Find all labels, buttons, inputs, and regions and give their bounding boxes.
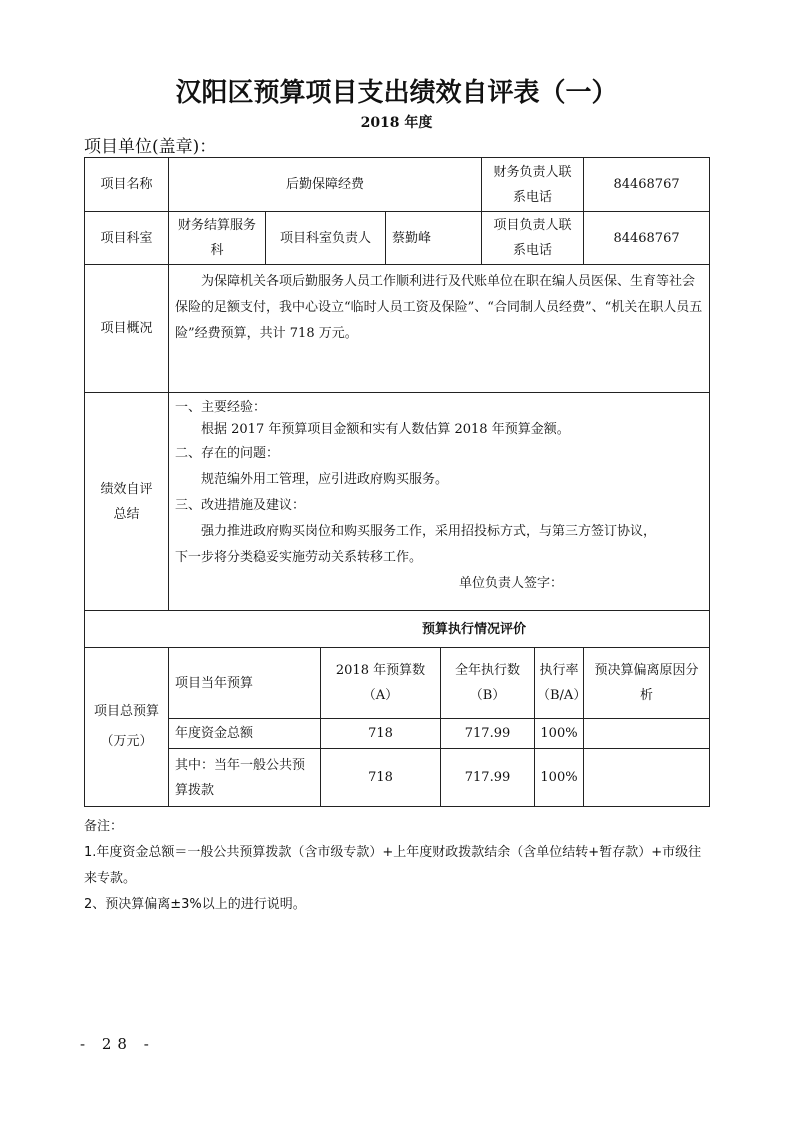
budget-header-rate: 执行率（B/A） xyxy=(535,648,584,719)
note-1: 1.年度资金总额＝一般公共预算拨款（含市级专款）+上年度财政拨款结余（含单位结转+暂存款）+市级往来专款。 xyxy=(84,845,702,886)
document-year: 2018 年度 xyxy=(360,115,433,131)
budget-planned-value: 718 xyxy=(321,749,441,807)
project-name-value: 后勤保障经费 xyxy=(169,158,482,212)
project-name-label: 项目名称 xyxy=(85,158,169,212)
budget-table xyxy=(84,647,710,807)
project-contact-label: 项目负责人联系电话 xyxy=(482,212,584,265)
overview-label: 项目概况 xyxy=(85,265,169,393)
notes-title: 备注： xyxy=(84,819,124,834)
budget-header-executed: 全年执行数（B） xyxy=(441,648,535,719)
notes-section xyxy=(84,814,714,918)
dept-head-label: 项目科室负责人 xyxy=(266,212,386,265)
dept-value: 财务结算服务科 xyxy=(169,212,266,265)
budget-reason-value xyxy=(584,749,710,807)
overview-row xyxy=(85,265,710,393)
budget-header-row xyxy=(85,648,710,719)
overview-text: 为保障机关各项后勤服务人员工作顺利进行及代账单位在职在编人员医保、生育等社会保险的足额支付，我中心设立“临时人员工资及保险”、“合同制人员经费”、“机关在职人员五险”经费预算，共计 718 万元。 xyxy=(175,274,703,341)
budget-header-item: 项目当年预算 xyxy=(169,648,321,719)
finance-contact-label: 财务负责人联系电话 xyxy=(482,158,584,212)
project-contact-phone: 84468767 xyxy=(584,212,710,265)
problems-heading: 二、存在的问题： xyxy=(175,446,280,461)
document-title: 汉阳区预算项目支出绩效自评表（一） xyxy=(175,78,618,108)
page-number: - 28 - xyxy=(80,1035,155,1053)
budget-row-label: 项目总预算（万元） xyxy=(85,648,169,807)
budget-item-name: 年度资金总额 xyxy=(169,719,321,749)
project-dept-row xyxy=(85,212,710,265)
evaluation-table xyxy=(84,157,710,648)
improvement-text-2: 下一步将分类稳妥实施劳动关系转移工作。 xyxy=(175,550,423,565)
budget-data-row xyxy=(85,719,710,749)
signature-label: 单位负责人签字： xyxy=(459,576,564,591)
budget-item-name: 其中：当年一般公共预算拨款 xyxy=(169,749,321,807)
experience-heading: 一、主要经验： xyxy=(175,400,267,415)
budget-rate-value: 100% xyxy=(535,749,584,807)
self-eval-label-line2: 总结 xyxy=(113,506,140,522)
project-name-row xyxy=(85,158,710,212)
self-eval-row xyxy=(85,393,710,611)
budget-executed-value: 717.99 xyxy=(441,719,535,749)
budget-data-row xyxy=(85,749,710,807)
budget-header-planned: 2018 年预算数（A） xyxy=(321,648,441,719)
improvement-text-1: 强力推进政府购买岗位和购买服务工作，采用招投标方式，与第三方签订协议， xyxy=(201,524,657,539)
self-eval-label xyxy=(85,393,169,611)
note-2: 2、预决算偏离±3%以上的进行说明。 xyxy=(84,897,306,912)
overview-cell xyxy=(169,265,710,393)
self-eval-label-line1: 绩效自评 xyxy=(100,481,153,497)
finance-contact-phone: 84468767 xyxy=(584,158,710,212)
experience-text: 根据 2017 年预算项目金额和实有人数估算 2018 年预算金额。 xyxy=(201,422,570,437)
self-eval-cell xyxy=(169,393,710,611)
dept-head-value: 蔡勤峰 xyxy=(386,212,482,265)
budget-executed-value: 717.99 xyxy=(441,749,535,807)
budget-section-title: 预算执行情况评价 xyxy=(85,611,710,648)
budget-reason-value xyxy=(584,719,710,749)
budget-rate-value: 100% xyxy=(535,719,584,749)
budget-header-reason: 预决算偏离原因分析 xyxy=(584,648,710,719)
budget-section-row xyxy=(85,611,710,648)
problems-text: 规范编外用工管理，应引进政府购买服务。 xyxy=(201,472,449,487)
project-unit-label: 项目单位(盖章)： xyxy=(84,137,217,157)
improvement-heading: 三、改进措施及建议： xyxy=(175,498,306,513)
budget-planned-value: 718 xyxy=(321,719,441,749)
dept-label: 项目科室 xyxy=(85,212,169,265)
